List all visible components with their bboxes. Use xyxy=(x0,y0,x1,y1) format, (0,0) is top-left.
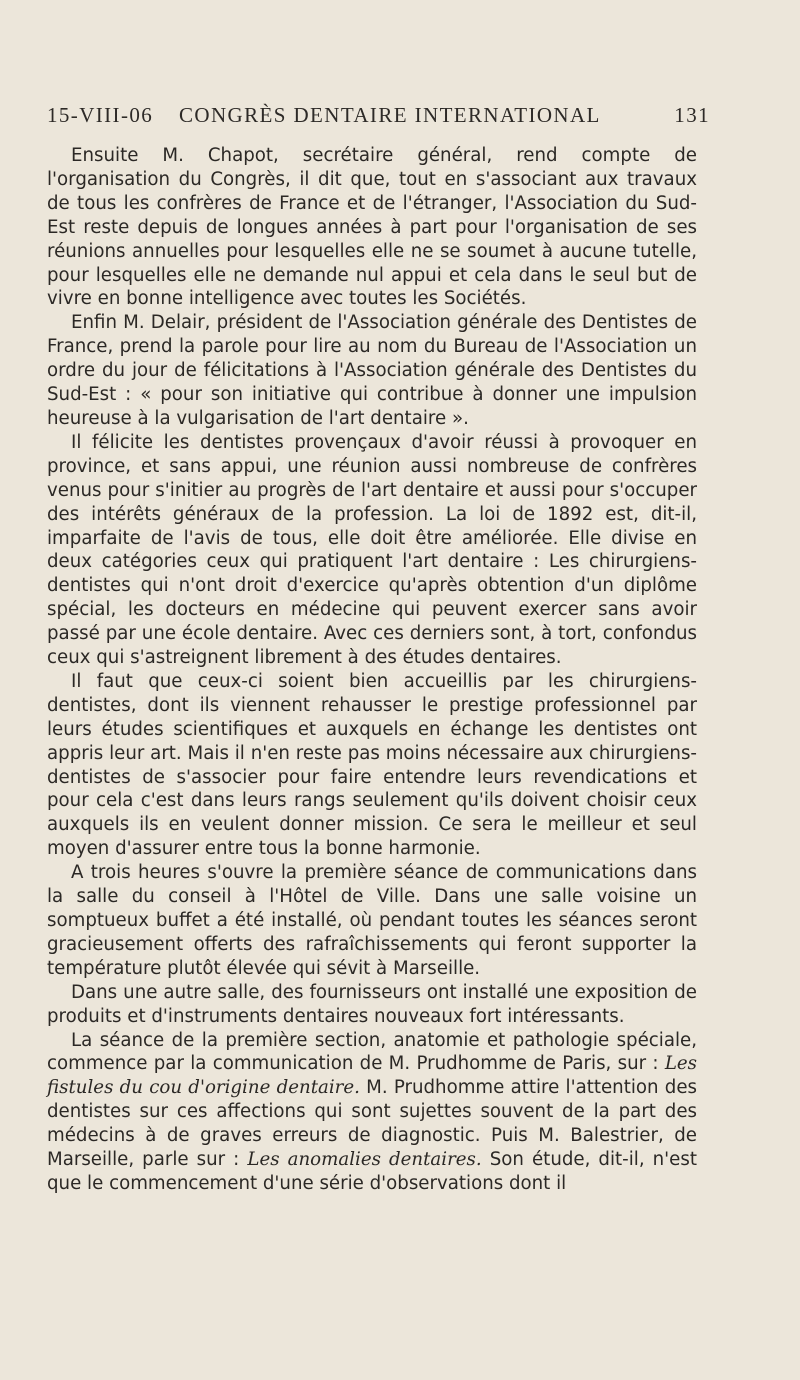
paragraph-first-section xyxy=(47,1029,697,1196)
paragraph-felicitations: Il félicite les dentistes provençaux d'avoir réussi à provoquer en province, et sans appui, une réunion aussi nombreuse de confrères venus pour s'initier au progrès de l'art dentaire et aussi pour s'occuper des intérêts généraux de la profession. La loi de 1892 est, dit-il, imparfaite de l'avis de tous, elle doit être améliorée. Elle divise en deux catégories ceux qui pratiquent l'art dentaire : Les chirurgiens-dentistes qui n'ont droit d'exercice qu'après obtention d'un diplôme spécial, les docteurs en médecine qui peuvent exercer sans avoir passé par une école dentaire. Avec ces derniers sont, à tort, confondus ceux qui s'astreignent librement à des études dentaires. xyxy=(47,431,697,669)
paragraph-text-segment: M. Prudhomme attire l'attention des dentistes sur ces affections qui sont sujettes souvent de la part des médecins à de graves erreurs de diagnostic. Puis M. Balestrier, de Marseille, parle sur : xyxy=(47,1077,697,1171)
running-head-date: 15-VIII-06 xyxy=(47,103,154,127)
paragraph-first-session: A trois heures s'ouvre la première séance de communications dans la salle du conseil à l'Hôtel de Ville. Dans une salle voisine un somptueux buffet a été installé, où pendant toutes les séances seront gracieusement offerts des rafraîchissements qui feront supporter la température plutôt élevée qui sévit à Marseille. xyxy=(47,862,697,979)
running-head-title: CONGRÈS DENTAIRE INTERNATIONAL xyxy=(179,103,601,127)
paragraph-exhibition: Dans une autre salle, des fournisseurs ont installé une exposition de produits et d'instruments dentaires nouveaux fort intéressants. xyxy=(47,981,697,1027)
page-number: 131 xyxy=(674,103,710,127)
body-text xyxy=(47,144,697,1196)
paragraph-delair-address: Enfin M. Delair, président de l'Association générale des Dentistes de France, prend la parole pour lire au nom du Bureau de l'Association un ordre du jour de félicitations à l'Association générale des Dentistes du Sud-Est : « pour son initiative qui contribue à donner une impulsion heureuse à la vulgarisation de l'art dentaire ». xyxy=(47,312,697,429)
running-head xyxy=(47,103,710,133)
communication-title-anomalies: Les anomalies dentaires. xyxy=(247,1149,482,1171)
paragraph-harmony: Il faut que ceux-ci soient bien accueillis par les chirurgiens-dentistes, dont ils viennent rehausser le prestige professionnel par leurs études scientifiques et auxquels en échange les dentistes ont appris leur art. Mais il n'en reste pas moins nécessaire aux chirurgiens-dentistes de s'associer pour faire entendre leurs revendications et pour cela c'est dans leurs rangs seulement qu'ils doivent choisir ceux auxquels ils en veulent donner mission. Ce sera le meilleur et seul moyen d'assurer entre tous la bonne harmonie. xyxy=(47,670,697,860)
paragraph-text-segment: Son étude, dit-il, n'est que le commencement d'une série d'observations dont il xyxy=(47,1149,697,1194)
paragraph-text-segment: La séance de la première section, anatomie et pathologie spéciale, commence par la communication de M. Prudhomme de Paris, sur : xyxy=(47,1029,697,1075)
communication-title-fistules: Les fistules du cou d'origine dentaire. xyxy=(47,1053,697,1099)
paragraph-chapot-report: Ensuite M. Chapot, secrétaire général, rend compte de l'organisation du Congrès, il dit que, tout en s'associant aux travaux de tous les confrères de France et de l'étranger, l'Association du Sud-Est reste depuis de longues années à part pour l'organisation de ses réunions annuelles pour lesquelles elle ne se soumet à aucune tutelle, pour lesquelles elle ne demande nul appui et cela dans le seul but de vivre en bonne intelligence avec toutes les Sociétés. xyxy=(47,145,697,310)
